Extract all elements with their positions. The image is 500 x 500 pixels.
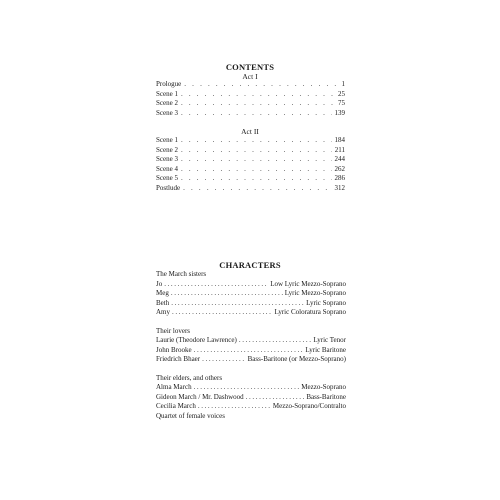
character-row — [156, 280, 346, 290]
character-voice: Lyric Soprano — [306, 298, 346, 307]
toc-entry[interactable] — [156, 174, 345, 184]
character-name: Jo — [156, 279, 163, 288]
toc-page-number: 75 — [338, 99, 345, 107]
character-name: Gideon March / Mr. Dashwood — [156, 392, 244, 401]
toc-entry[interactable] — [156, 146, 345, 156]
character-row — [156, 383, 346, 393]
character-name: Amy — [156, 308, 170, 316]
toc-page-number: 286 — [334, 174, 345, 182]
character-row — [156, 289, 346, 299]
leader-dots — [164, 280, 268, 290]
toc-entry-label: Scene 2 — [156, 99, 178, 107]
toc-entry[interactable] — [156, 136, 345, 146]
character-voice: Lyric Baritone — [305, 345, 346, 354]
toc-page-number: 139 — [334, 108, 345, 117]
leader-dots — [181, 90, 335, 100]
character-row — [156, 355, 346, 365]
act2-heading: Act II — [241, 127, 259, 136]
characters-heading: CHARACTERS — [219, 260, 281, 270]
leader-dots — [181, 165, 332, 175]
character-name: Friedrich Bhaer — [156, 355, 201, 363]
toc-entry-label: Scene 2 — [156, 145, 178, 154]
character-name: Laurie (Theodore Lawrence) — [156, 336, 237, 344]
toc-page-number: 184 — [334, 136, 345, 144]
toc-entry[interactable] — [156, 99, 345, 109]
character-group-label: Their lovers — [156, 326, 191, 335]
leader-dots — [171, 289, 283, 299]
character-row — [156, 336, 346, 346]
toc-page-number: 312 — [334, 183, 345, 192]
toc-entry-label: Postlude — [156, 183, 181, 192]
character-voice: Low Lyric Mezzo-Soprano — [270, 279, 346, 288]
character-name: John Brooke — [156, 345, 192, 354]
character-group-note: Quartet of female voices — [156, 411, 225, 420]
leader-dots — [184, 80, 338, 90]
character-group-label: The March sisters — [156, 270, 207, 278]
character-voice: Lyric Mezzo-Soprano — [284, 289, 346, 297]
leader-dots — [194, 383, 300, 393]
leader-dots — [181, 174, 332, 184]
character-group-label: Their elders, and others — [156, 373, 223, 382]
character-name: Cecilia March — [156, 402, 196, 410]
toc-entry-label: Scene 5 — [156, 174, 178, 182]
leader-dots — [246, 393, 305, 403]
leader-dots — [181, 146, 332, 156]
toc-entry-label: Scene 3 — [156, 155, 178, 163]
leader-dots — [198, 402, 271, 412]
toc-page-number: 211 — [334, 145, 345, 154]
leader-dots — [171, 299, 304, 309]
toc-entry[interactable] — [156, 155, 345, 165]
leader-dots — [181, 155, 332, 165]
character-voice: Lyric Coloratura Soprano — [274, 308, 346, 316]
toc-entry[interactable] — [156, 184, 345, 194]
character-row — [156, 393, 346, 403]
act1-toc-list — [156, 80, 345, 118]
character-name: Meg — [156, 289, 169, 297]
character-voice: Bass-Baritone — [306, 392, 346, 401]
leader-dots — [181, 136, 332, 146]
character-voice: Mezzo-Soprano — [301, 383, 346, 391]
character-row — [156, 299, 346, 309]
character-voice: Mezzo-Soprano/Contralto — [272, 402, 346, 410]
leader-dots — [181, 109, 332, 119]
toc-page-number: 244 — [334, 155, 345, 163]
character-row — [156, 402, 346, 412]
character-name: Beth — [156, 298, 170, 307]
toc-entry-label: Scene 4 — [156, 164, 178, 173]
act2-toc-list — [156, 136, 345, 193]
toc-entry[interactable] — [156, 80, 345, 90]
toc-page-number: 262 — [334, 164, 345, 173]
characters-list — [156, 270, 346, 421]
toc-entry[interactable] — [156, 90, 345, 100]
toc-page-number: 1 — [341, 80, 345, 88]
leader-dots — [194, 346, 304, 356]
leader-dots — [202, 355, 246, 365]
character-voice: Bass-Baritone (or Mezzo-Soprano) — [247, 355, 346, 363]
toc-entry[interactable] — [156, 165, 345, 175]
act1-heading: Act I — [242, 72, 258, 81]
toc-entry-label: Scene 1 — [156, 136, 178, 144]
leader-dots — [183, 184, 331, 194]
character-voice: Lyric Tenor — [313, 336, 346, 344]
toc-page-number: 25 — [338, 89, 345, 98]
character-row — [156, 346, 346, 356]
toc-entry-label: Scene 1 — [156, 89, 178, 98]
contents-heading: CONTENTS — [225, 62, 275, 72]
leader-dots — [181, 99, 335, 109]
leader-dots — [172, 308, 272, 318]
character-name: Alma March — [156, 383, 192, 391]
leader-dots — [239, 336, 312, 346]
toc-entry-label: Prologue — [156, 80, 182, 88]
toc-entry[interactable] — [156, 109, 345, 119]
toc-entry-label: Scene 3 — [156, 108, 178, 117]
character-row — [156, 308, 346, 318]
